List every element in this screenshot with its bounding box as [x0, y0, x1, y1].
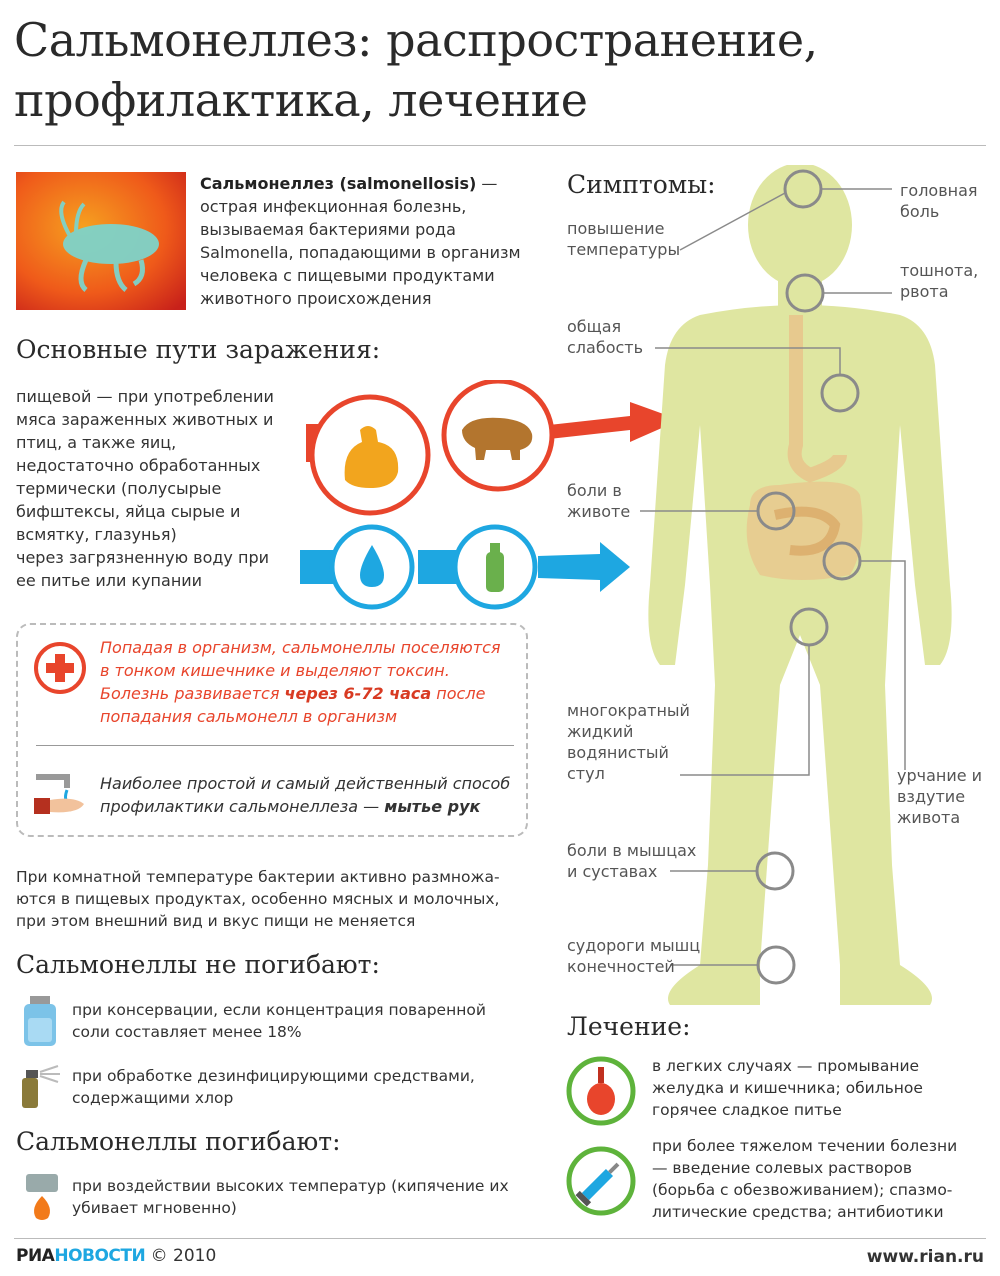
- intro-term: Сальмонеллез (salmonellosis): [200, 174, 477, 193]
- symptom-rumbling: урчание и вздутие живота: [897, 766, 983, 827]
- footer-url[interactable]: www.rian.ru: [866, 1247, 984, 1267]
- route-food-text: пищевой — при употреблении мяса зараженных животных и птиц, а также яиц, недостаточно обработанных термически (полусырые бифштексы, яйца сырые и всмятку, глазунья): [16, 387, 274, 544]
- symptom-cramps: судороги мышц конечностей: [567, 936, 701, 976]
- survive-heading: Сальмонеллы не погибают:: [16, 950, 380, 979]
- prevention-part1: Наиболее простой и самый действенный способ профилактики сальмонеллеза —: [100, 774, 511, 816]
- hand-washing-icon: [34, 768, 90, 818]
- page-title: Сальмонеллез: распространение, профилактика, лечение: [14, 13, 818, 127]
- title-divider: [14, 145, 986, 146]
- incubation-bold: через 6-72 часа: [284, 684, 432, 703]
- symptom-nausea: тошнота, рвота: [900, 261, 979, 301]
- intro-definition: [200, 172, 530, 310]
- syringe-icon: [565, 1145, 637, 1217]
- incubation-part1: Попадая в организм, сальмонеллы поселяются в тонком кишечнике и выделяют токсин. Болезнь развивается: [100, 638, 501, 703]
- spray-icon: [18, 1064, 64, 1110]
- footer-copyright: [16, 1246, 216, 1266]
- treatment-severe: при более тяжелом течении болезни — введение солевых растворов (борьба с обезвоживанием); спазмо-литические средства; антибиотики: [652, 1137, 958, 1221]
- symptom-weakness: общая слабость: [567, 317, 644, 357]
- symptom-fever: повышение температуры: [567, 219, 681, 259]
- survive-item-2: при обработке дезинфицирующими средствами, содержащими хлор: [72, 1067, 475, 1107]
- logo-novosti: НОВОСТИ: [54, 1246, 146, 1266]
- footer-divider: [14, 1238, 986, 1239]
- symptom-muscle: боли в мышцах и суставах: [567, 841, 697, 881]
- symptom-stool: многократный жидкий водянистый стул: [567, 701, 690, 783]
- bacteria-illustration: [16, 172, 186, 310]
- prevention-text: [100, 772, 515, 818]
- incubation-text: [100, 636, 510, 728]
- treatment-heading: Лечение:: [567, 1012, 691, 1041]
- die-item: при воздействии высоких температур (кипячение их убивает мгновенно): [72, 1177, 509, 1217]
- symptoms-heading: Симптомы:: [567, 170, 716, 199]
- logo-ria: РИА: [16, 1246, 55, 1266]
- prevention-bold: мытье рук: [384, 797, 481, 816]
- route-water-text: через загрязненную воду при ее питье или купании: [16, 548, 269, 590]
- footer-year: © 2010: [145, 1246, 217, 1266]
- box-divider: [36, 745, 514, 746]
- symptom-headache: головная боль: [900, 181, 978, 221]
- enema-icon: [565, 1055, 637, 1127]
- routes-heading: Основные пути заражения:: [16, 335, 381, 364]
- intro-text: — острая инфекционная болезнь, вызываемая бактериями рода Salmonella, попадающими в организм человека с пищевыми продуктами животного происхождения: [200, 174, 521, 308]
- treatment-mild: в легких случаях — промывание желудка и кишечника; обильное горячее сладкое питье: [652, 1057, 923, 1119]
- fire-icon: [22, 1172, 62, 1222]
- incubation-part2: после попадания сальмонелл в организм: [100, 684, 486, 726]
- die-heading: Сальмонеллы погибают:: [16, 1127, 341, 1156]
- survive-item-1: при консервации, если концентрация поваренной соли составляет менее 18%: [72, 1001, 486, 1041]
- room-temp-text: При комнатной температуре бактерии активно размножа-ются в пищевых продуктах, особенно мясных и молочных, при этом внешний вид и вкус пищи не меняется: [16, 868, 500, 930]
- symptom-abdominal: боли в животе: [567, 481, 631, 521]
- jar-icon: [22, 996, 58, 1048]
- medical-cross-icon: [32, 640, 88, 696]
